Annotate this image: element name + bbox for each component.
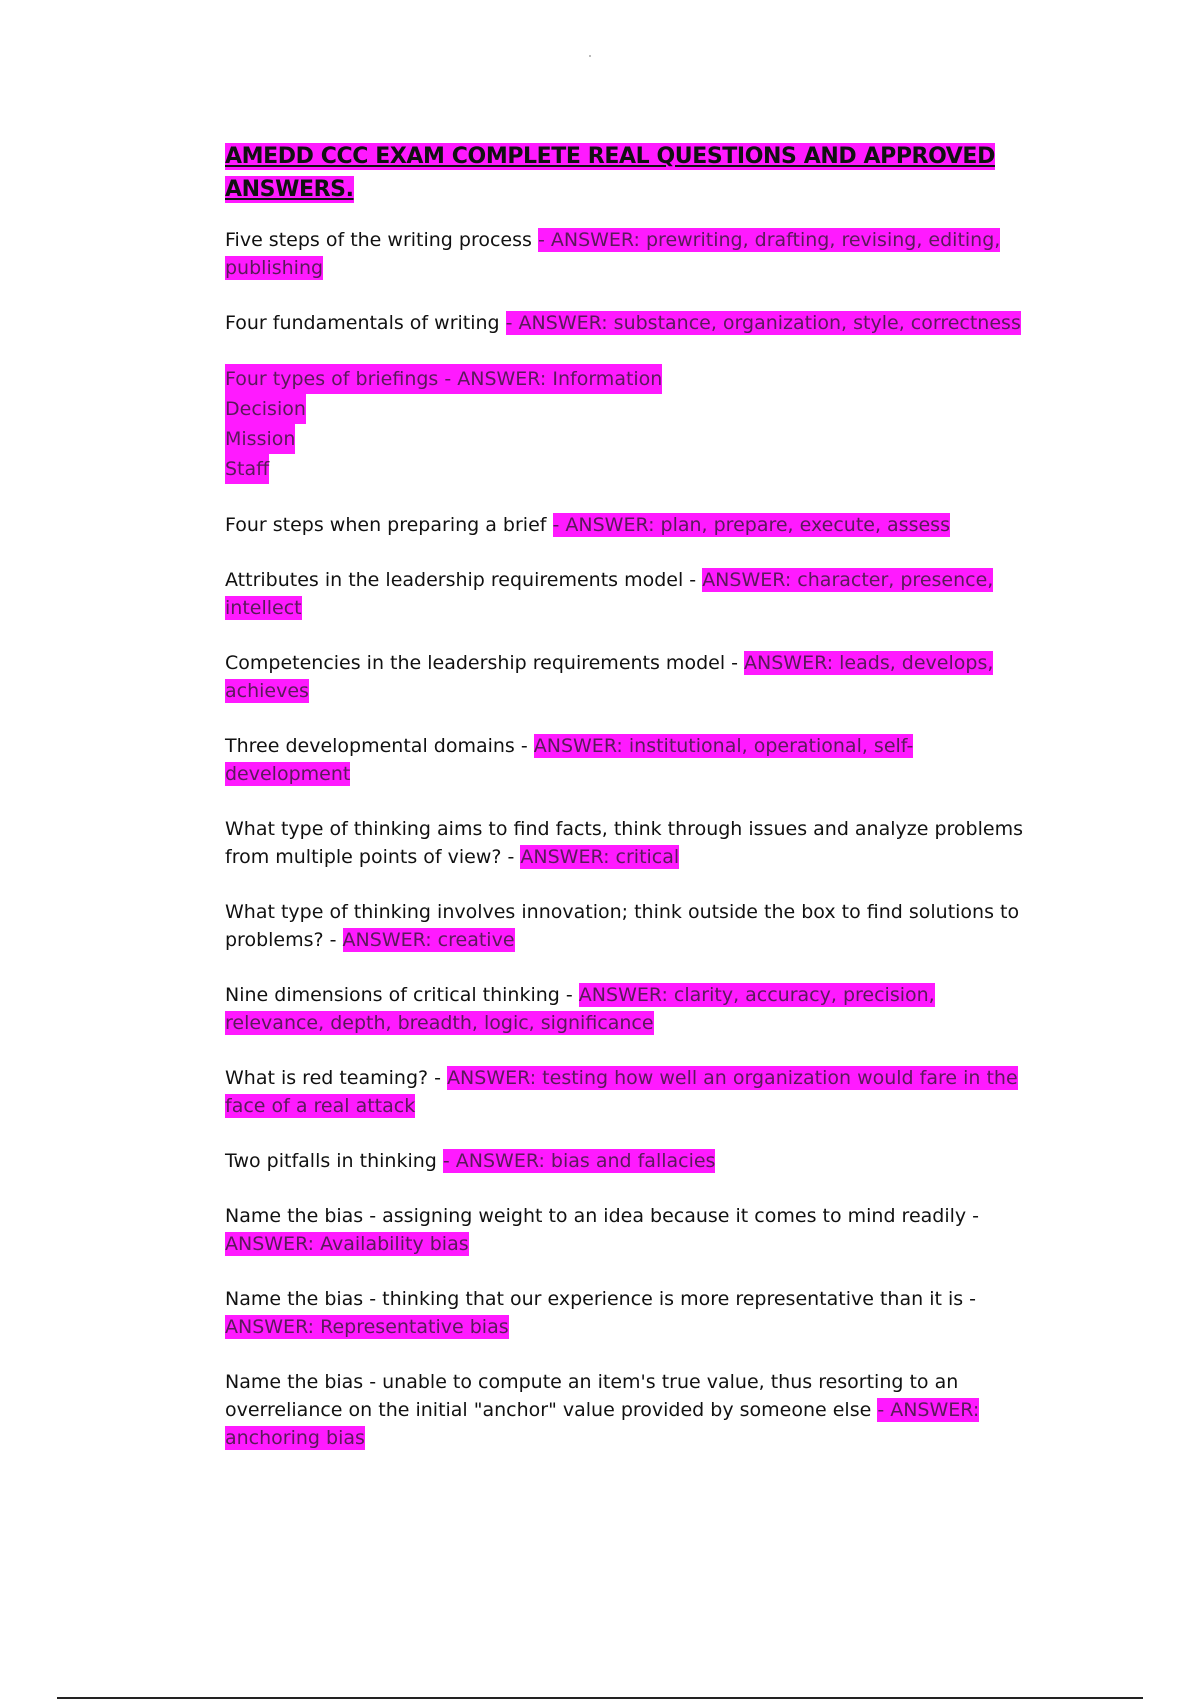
page-speck <box>589 55 591 57</box>
question-text: What type of thinking involves innovation; think outside the box to find solutions to problems? - <box>225 901 1020 951</box>
answer-text: ANSWER: leads, develops, achieves <box>225 652 994 702</box>
answer-text: - ANSWER: prewriting, drafting, revising, editing, publishing <box>225 229 1001 279</box>
answer-text: ANSWER: Representative bias <box>225 1316 509 1338</box>
document-title <box>225 140 1025 206</box>
qa-item <box>225 1064 1025 1120</box>
answer-text: - ANSWER: anchoring bias <box>225 1399 980 1449</box>
question-text: What type of thinking aims to find facts, think through issues and analyze problems from multiple points of view? - <box>225 818 1023 868</box>
qa-item <box>225 732 1025 788</box>
question-text: Nine dimensions of critical thinking - <box>225 984 579 1006</box>
question-text: Attributes in the leadership requirements model - <box>225 569 703 591</box>
answer-text: ANSWER: critical <box>520 846 680 868</box>
answer-text: ANSWER: institutional, operational, self-development <box>225 735 914 785</box>
answer-text: ANSWER: Availability bias <box>225 1233 469 1255</box>
document-title-text: AMEDD CCC EXAM COMPLETE REAL QUESTIONS AND APPROVED ANSWERS. <box>225 144 995 202</box>
qa-item <box>225 649 1025 705</box>
answer-text: ANSWER: clarity, accuracy, precision, relevance, depth, breadth, logic, significance <box>225 984 935 1034</box>
briefing-line: Decision <box>225 394 306 424</box>
qa-item <box>225 226 1025 282</box>
question-text: Two pitfalls in thinking <box>225 1150 443 1172</box>
question-text: What is red teaming? - <box>225 1067 448 1089</box>
question-text: Five steps of the writing process <box>225 229 538 251</box>
qa-item <box>225 981 1025 1037</box>
qa-list <box>225 226 1025 1452</box>
qa-item <box>225 511 1025 539</box>
qa-item <box>225 1368 1025 1452</box>
qa-item <box>225 815 1025 871</box>
qa-item <box>225 1285 1025 1341</box>
qa-item <box>225 309 1025 337</box>
answer-text: ANSWER: testing how well an organization would fare in the face of a real attack <box>225 1067 1018 1117</box>
qa-item <box>225 1202 1025 1258</box>
briefing-line: Four types of briefings - ANSWER: Information <box>225 364 662 394</box>
question-text: Name the bias - unable to compute an item's true value, thus resorting to an overreliance on the initial "anchor" value provided by someone else <box>225 1371 959 1421</box>
qa-item-briefings <box>225 364 1025 484</box>
document-body <box>225 140 1025 1479</box>
question-text: Name the bias - thinking that our experience is more representative than it is - <box>225 1288 977 1310</box>
briefing-line: Mission <box>225 424 295 454</box>
answer-text: ANSWER: creative <box>342 929 515 951</box>
answer-text: - ANSWER: substance, organization, style, correctness <box>505 312 1021 334</box>
briefing-line: Staff <box>225 454 269 484</box>
qa-item <box>225 1147 1025 1175</box>
answer-text: - ANSWER: bias and fallacies <box>442 1150 716 1172</box>
qa-item <box>225 898 1025 954</box>
qa-item <box>225 566 1025 622</box>
question-text: Name the bias - assigning weight to an idea because it comes to mind readily - <box>225 1205 980 1227</box>
page-bottom-rule <box>57 1697 1143 1699</box>
question-text: Competencies in the leadership requirements model - <box>225 652 745 674</box>
answer-text: - ANSWER: plan, prepare, execute, assess <box>552 514 950 536</box>
question-text: Four fundamentals of writing <box>225 312 506 334</box>
question-text: Three developmental domains - <box>225 735 534 757</box>
answer-text: ANSWER: character, presence, intellect <box>225 569 994 619</box>
question-text: Four steps when preparing a brief <box>225 514 553 536</box>
